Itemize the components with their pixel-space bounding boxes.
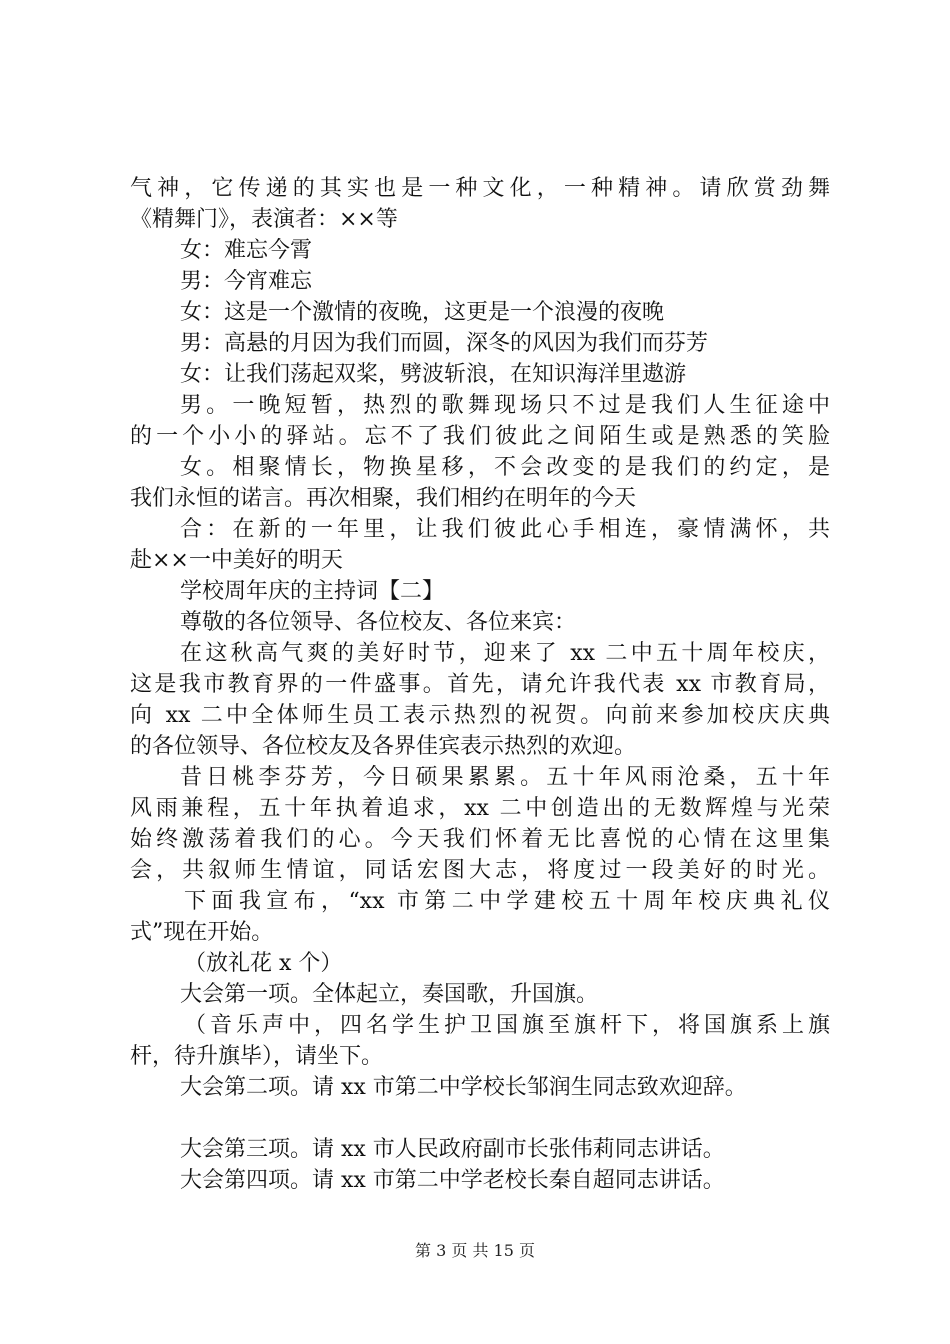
text-line: 大会第二项。请 xx 市第二中学校长邹润生同志致欢迎辞。: [180, 1075, 747, 1100]
text-line: 杆，待升旗毕），请坐下。: [130, 1044, 384, 1069]
text-line: 在这秋高气爽的美好时节，迎来了 xx 二中五十周年校庆，: [180, 641, 830, 666]
text-line: 男：高悬的月因为我们而圆，深冬的风因为我们而芬芳: [180, 331, 709, 356]
text-line: 男。一晚短暂，热烈的歌舞现场只不过是我们人生征途中: [180, 393, 830, 418]
text-line: 合：在新的一年里，让我们彼此心手相连，豪情满怀，共: [180, 517, 830, 542]
text-line: 大会第四项。请 xx 市第二中学老校长秦自超同志讲话。: [180, 1168, 725, 1193]
text-line: 女。相聚情长，物换星移，不会改变的是我们的约定，是: [180, 455, 830, 480]
text-line: 向 xx 二中全体师生员工表示热烈的祝贺。向前来参加校庆庆典: [130, 703, 830, 728]
text-line: 我们永恒的诺言。再次相聚，我们相约在明年的今天: [130, 486, 637, 511]
text-line: 气神，它传递的其实也是一种文化，一种精神。请欣赏劲舞: [130, 176, 830, 201]
text-line: 赴××一中美好的明天: [130, 548, 343, 573]
document-body: [130, 173, 830, 1196]
section-heading: 学校周年庆的主持词【二】: [180, 579, 445, 604]
text-line: 下面我宣布，“xx 市第二中学建校五十周年校庆典礼仪: [184, 889, 830, 914]
text-line: 《精舞门》，表演者：××等: [130, 207, 398, 232]
text-line: 女：难忘今霄: [180, 238, 313, 263]
text-line: 男：今宵难忘: [180, 269, 313, 294]
page-number-footer: 第 3 页 共 15 页: [415, 1241, 535, 1260]
text-line: 风雨兼程，五十年执着追求，xx 二中创造出的无数辉煌与光荣: [130, 796, 830, 821]
text-line: 始终激荡着我们的心。今天我们怀着无比喜悦的心情在这里集: [130, 827, 830, 852]
text-line: 式”现在开始。: [130, 920, 274, 945]
text-line: 女：这是一个激情的夜晚，这更是一个浪漫的夜晚: [180, 300, 665, 325]
text-line: 大会第一项。全体起立，奏国歌，升国旗。: [180, 982, 599, 1007]
text-line: （放礼花 x 个）: [184, 951, 343, 976]
text-line: 女：让我们荡起双桨，劈波斩浪，在知识海洋里遨游: [180, 362, 687, 387]
text-line: 尊敬的各位领导、各位校友、各位来宾：: [180, 610, 577, 635]
blank-line: [130, 1103, 830, 1134]
text-line: （音乐声中，四名学生护卫国旗至旗杆下，将国旗系上旗: [184, 1013, 830, 1038]
text-line: 昔日桃李芬芳，今日硕果累累。五十年风雨沧桑，五十年: [180, 765, 830, 790]
text-line: 的一个小小的驿站。忘不了我们彼此之间陌生或是熟悉的笑脸: [130, 424, 830, 449]
text-line: 会，共叙师生情谊，同话宏图大志，将度过一段美好的时光。: [130, 858, 830, 883]
text-line: 的各位领导、各位校友及各界佳宾表示热烈的欢迎。: [130, 734, 637, 759]
text-line: 这是我市教育界的一件盛事。首先，请允许我代表 xx 市教育局，: [130, 672, 830, 697]
text-line: 大会第三项。请 xx 市人民政府副市长张伟莉同志讲话。: [180, 1137, 725, 1162]
